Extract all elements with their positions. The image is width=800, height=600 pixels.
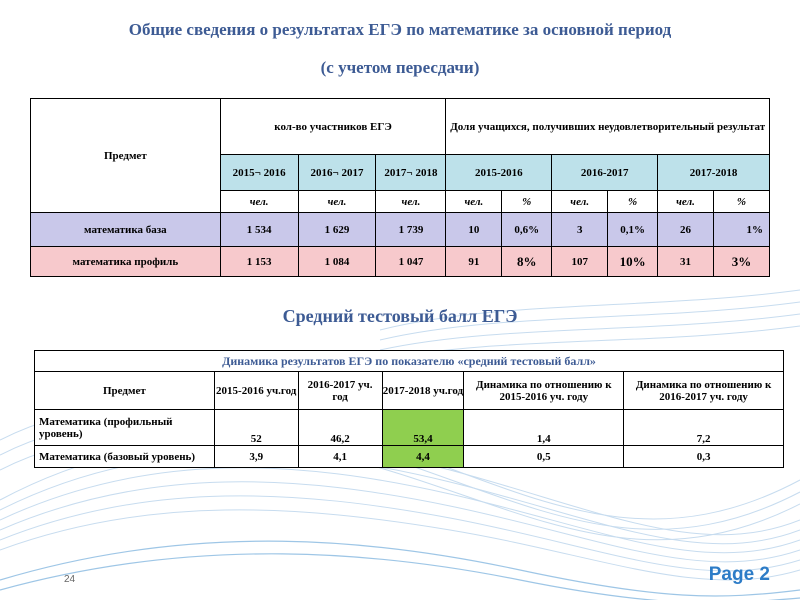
column-header: 2017-2018 уч.год — [382, 372, 464, 410]
page-label: Page 2 — [708, 564, 770, 585]
unit-header: чел. — [298, 191, 376, 213]
table-caption: Динамика результатов ЕГЭ по показателю «средний тестовый балл» — [35, 351, 784, 372]
value-cell: 0,5 — [464, 446, 624, 468]
participants-header: кол-во участников ЕГЭ — [220, 99, 446, 155]
value-cell: 1 534 — [220, 213, 298, 247]
value-cell: 3,9 — [214, 446, 298, 468]
value-cell: 1 739 — [376, 213, 446, 247]
unit-header: чел. — [220, 191, 298, 213]
table-row — [31, 247, 770, 277]
value-cell: 1 084 — [298, 247, 376, 277]
fail-share-header: Доля учащихся, получивших неудовлетворительный результат — [446, 99, 770, 155]
value-cell: 31 — [658, 247, 714, 277]
value-cell: 0,3 — [624, 446, 784, 468]
unit-header: % — [713, 191, 769, 213]
participants-table — [30, 98, 770, 277]
subject-header: Предмет — [31, 99, 221, 213]
value-cell: 26 — [658, 213, 714, 247]
value-cell: 1,4 — [464, 410, 624, 446]
value-cell: 0,6% — [502, 213, 552, 247]
year-header: 2017¬ 2018 — [376, 155, 446, 191]
year-header: 2015¬ 2016 — [220, 155, 298, 191]
value-cell: 1 153 — [220, 247, 298, 277]
value-cell: 107 — [552, 247, 608, 277]
table-row — [35, 446, 784, 468]
value-cell: 10% — [608, 247, 658, 277]
subject-cell: математика база — [31, 213, 221, 247]
table-row — [31, 213, 770, 247]
value-cell: 3% — [713, 247, 769, 277]
year-header: 2016-2017 — [552, 155, 658, 191]
page-title: Общие сведения о результатах ЕГЭ по математике за основной период — [128, 20, 672, 39]
section-title: Средний тестовый балл ЕГЭ — [282, 306, 518, 326]
column-header: 2016-2017 уч. год — [298, 372, 382, 410]
average-score-table — [34, 350, 784, 468]
value-cell: 52 — [214, 410, 298, 446]
value-cell: 4,1 — [298, 446, 382, 468]
value-cell: 1% — [713, 213, 769, 247]
value-cell: 91 — [446, 247, 502, 277]
value-cell: 1 629 — [298, 213, 376, 247]
value-cell: 8% — [502, 247, 552, 277]
subject-cell: Математика (базовый уровень) — [35, 446, 215, 468]
value-cell: 46,2 — [298, 410, 382, 446]
page-number: 24 — [64, 574, 76, 585]
value-cell: 10 — [446, 213, 502, 247]
value-cell: 3 — [552, 213, 608, 247]
year-header: 2016¬ 2017 — [298, 155, 376, 191]
unit-header: чел. — [552, 191, 608, 213]
unit-header: % — [608, 191, 658, 213]
value-cell-highlight: 53,4 — [382, 410, 464, 446]
value-cell: 7,2 — [624, 410, 784, 446]
column-header: Динамика по отношению к 2015-2016 уч. году — [464, 372, 624, 410]
subject-cell: Математика (профильный уровень) — [35, 410, 215, 446]
year-header: 2015-2016 — [446, 155, 552, 191]
year-header: 2017-2018 — [658, 155, 770, 191]
subject-cell: математика профиль — [31, 247, 221, 277]
unit-header: чел. — [658, 191, 714, 213]
value-cell: 0,1% — [608, 213, 658, 247]
unit-header: чел. — [376, 191, 446, 213]
column-header: Предмет — [35, 372, 215, 410]
column-header: 2015-2016 уч.год — [214, 372, 298, 410]
value-cell-highlight: 4,4 — [382, 446, 464, 468]
unit-header: чел. — [446, 191, 502, 213]
column-header: Динамика по отношению к 2016-2017 уч. году — [624, 372, 784, 410]
unit-header: % — [502, 191, 552, 213]
page-title-note: (с учетом пересдачи) — [320, 58, 480, 77]
value-cell: 1 047 — [376, 247, 446, 277]
table-row — [35, 410, 784, 446]
